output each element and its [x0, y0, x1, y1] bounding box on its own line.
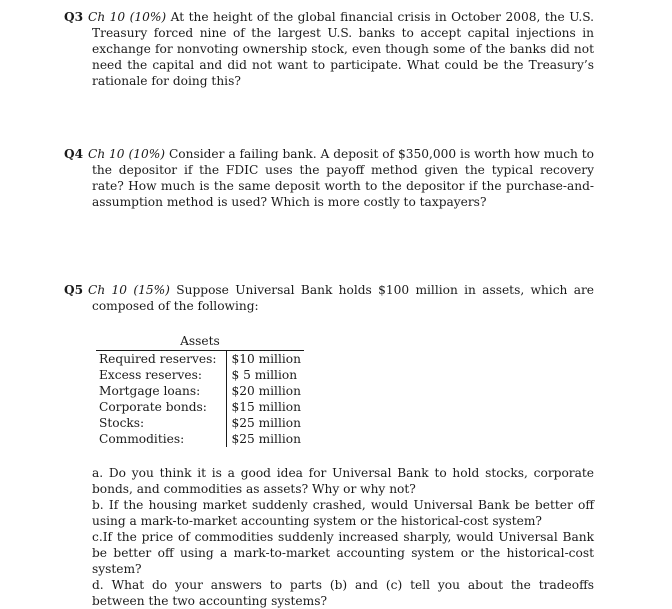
subpart-d: d. What do your answers to parts (b) and (c) tell you about the tradeoffs between the two accounting systems? — [92, 578, 594, 608]
subpart-a: a. Do you think it is a good idea for Universal Bank to hold stocks, corporate bonds, and commodities as assets? Why or why not? — [92, 466, 594, 496]
asset-label: Corporate bonds: — [99, 400, 207, 414]
asset-value: $10 million — [227, 351, 304, 368]
question-5-number: Q5 — [64, 283, 84, 297]
asset-label: Commodities: — [99, 432, 185, 446]
subpart-b: b. If the housing market suddenly crashed, would Universal Bank be better off using a mark-to-market accounting system or the historical-cost system? — [92, 498, 594, 528]
question-5-chapter-ref: Ch 10 (15%) — [88, 283, 170, 297]
table-row — [96, 415, 304, 431]
table-row — [96, 399, 304, 415]
question-5-text: Suppose Universal Bank holds $100 million in assets, which are composed of the following: — [92, 283, 595, 313]
table-row — [96, 431, 304, 447]
question-5-body — [64, 282, 594, 314]
asset-value: $20 million — [227, 383, 304, 399]
assets-table-header: Assets — [96, 333, 304, 351]
question-3 — [64, 9, 594, 89]
question-4-text: Consider a failing bank. A deposit of $350,000 is worth how much to the depositor if the FDIC uses the payoff method given the typical recovery rate? How much is the same deposit worth to the depositor if the purchase-and-assumption method is used? Which is more costly to taxpayers? — [92, 147, 595, 209]
asset-value: $ 5 million — [227, 367, 304, 383]
table-row — [96, 351, 304, 368]
table-row — [96, 367, 304, 383]
question-3-number: Q3 — [64, 10, 84, 24]
assets-table — [96, 333, 304, 447]
question-4-chapter-ref: Ch 10 (10%) — [88, 147, 166, 161]
question-4-body — [64, 146, 594, 210]
question-3-body — [64, 9, 594, 89]
question-4-number: Q4 — [64, 147, 84, 161]
asset-value: $25 million — [227, 431, 304, 447]
question-5-subparts — [92, 465, 594, 609]
question-4 — [64, 146, 594, 210]
asset-value: $25 million — [227, 415, 304, 431]
table-row — [96, 383, 304, 399]
asset-value: $15 million — [227, 399, 304, 415]
assets-table-header-row — [96, 333, 304, 351]
asset-label: Excess reserves: — [99, 368, 202, 382]
subpart-c: c.If the price of commodities suddenly increased sharply, would Universal Bank be better off using a mark-to-market accounting system or the historical-cost system? — [92, 530, 594, 576]
question-3-text: At the height of the global financial crisis in October 2008, the U.S. Treasury forced nine of the largest U.S. banks to accept capital injections in exchange for nonvoting ownership stock, even though some of the banks did not need the capital and did not want to participate. What could be the Treasury’s rationale for doing this? — [92, 10, 595, 88]
asset-label: Mortgage loans: — [99, 384, 201, 398]
question-5 — [64, 282, 594, 314]
question-3-chapter-ref: Ch 10 (10%) — [88, 10, 167, 24]
assets-table-container — [96, 333, 304, 447]
asset-label: Required reserves: — [99, 352, 217, 366]
asset-label: Stocks: — [99, 416, 145, 430]
